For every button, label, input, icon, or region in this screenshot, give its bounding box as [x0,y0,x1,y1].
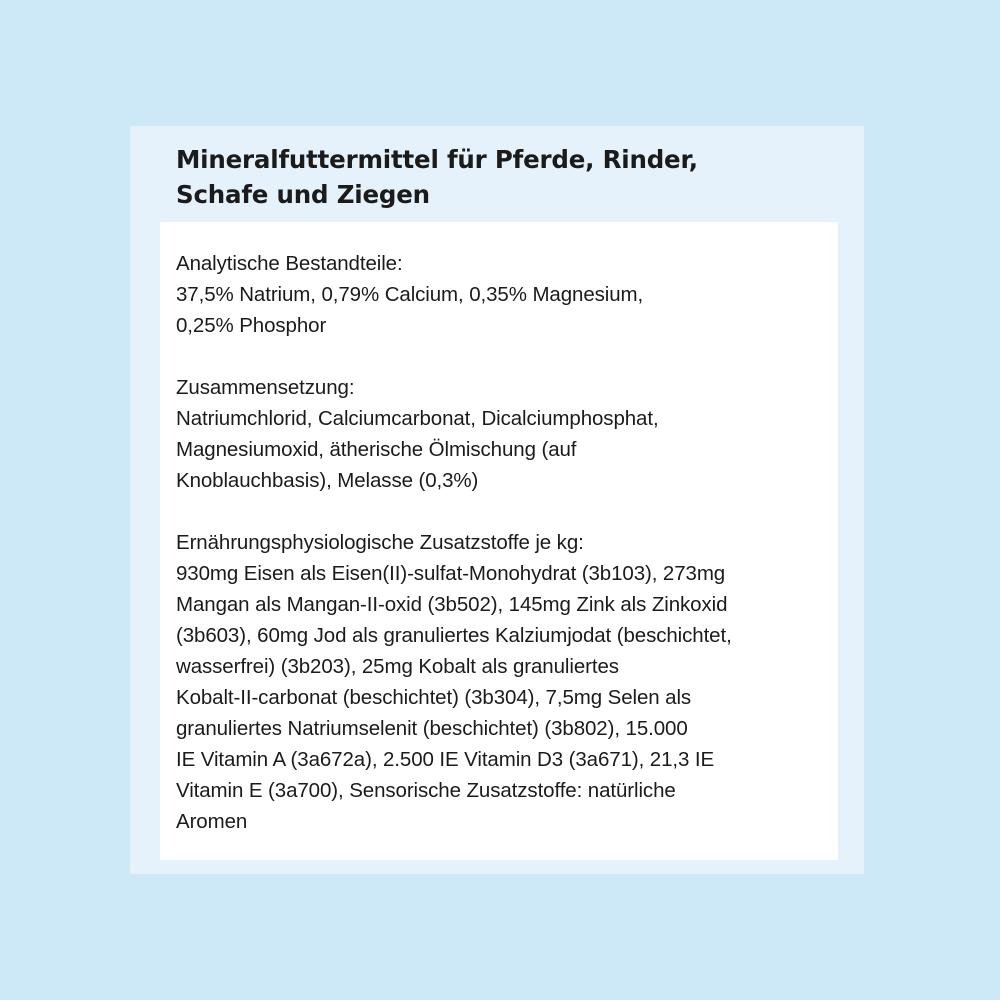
product-title [176,142,816,212]
section-line: 37,5% Natrium, 0,79% Calcium, 0,35% Magnesium, [176,283,644,306]
heading-area [176,142,816,212]
composition-section [176,372,836,496]
section-title: Zusammensetzung: [176,376,355,399]
product-title-line-2: Schafe und Ziegen [176,180,430,209]
section-line: 0,25% Phosphor [176,314,327,337]
section-line: Kobalt-II-carbonat (beschichtet) (3b304), 7,5mg Selen als [176,686,692,709]
section-line: 930mg Eisen als Eisen(II)-sulfat-Monohydrat (3b103), 273mg [176,562,726,585]
section-title: Analytische Bestandteile: [176,252,403,275]
analytical-constituents-section [176,248,836,341]
section-line: IE Vitamin A (3a672a), 2.500 IE Vitamin D3 (3a671), 21,3 IE [176,748,715,771]
ingredients-box [160,222,838,860]
section-line: Vitamin E (3a700), Sensorische Zusatzstoffe: natürliche [176,779,676,802]
section-line: Mangan als Mangan-II-oxid (3b502), 145mg Zink als Zinkoxid [176,593,728,616]
nutritional-additives-section [176,527,836,837]
section-title: Ernährungsphysiologische Zusatzstoffe je kg: [176,531,584,554]
product-title-line-1: Mineralfuttermittel für Pferde, Rinder, [176,145,698,174]
section-line: granuliertes Natriumselenit (beschichtet) (3b802), 15.000 [176,717,688,740]
section-line: Knoblauchbasis), Melasse (0,3%) [176,469,479,492]
section-line: Aromen [176,810,248,833]
section-line: Magnesiumoxid, ätherische Ölmischung (auf [176,438,577,461]
section-line: wasserfrei) (3b203), 25mg Kobalt als granuliertes [176,655,619,678]
section-line: Natriumchlorid, Calciumcarbonat, Dicalciumphosphat, [176,407,659,430]
section-line: (3b603), 60mg Jod als granuliertes Kalziumjodat (beschichtet, [176,624,732,647]
